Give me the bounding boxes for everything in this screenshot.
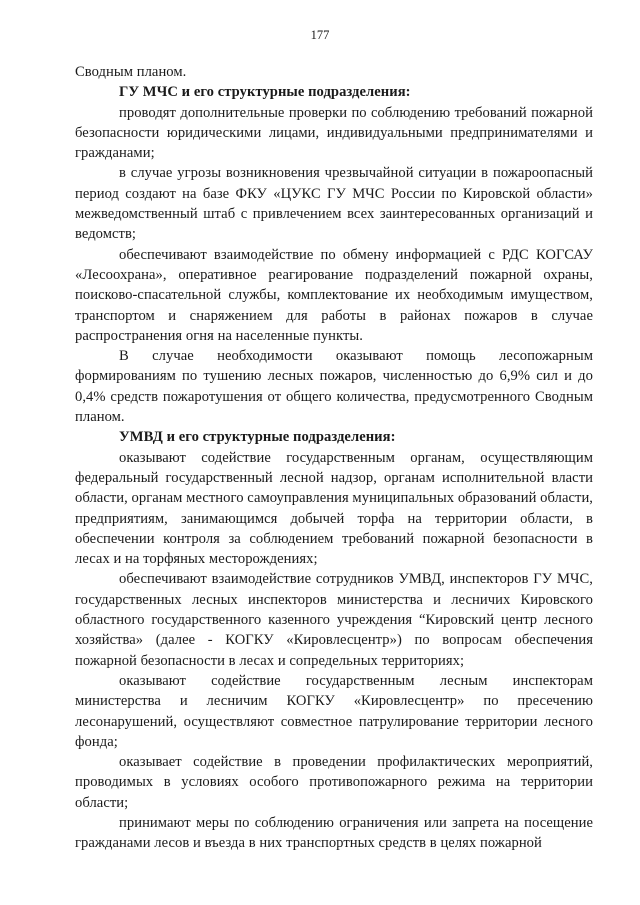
document-body <box>75 62 593 854</box>
paragraph: оказывают содействие государственным лесным инспекторам министерства и лесничим КОГКУ «Кировлесцентр» по пресечению лесонарушений, осуществляют совместное патрулирование территории лесного фонда; <box>75 672 593 750</box>
page-number: 177 <box>310 28 330 42</box>
paragraph: проводят дополнительные проверки по соблюдению требований пожарной безопасности юридическими лицами, индивидуальными предпринимателями и гражданами; <box>75 104 593 162</box>
paragraph: принимают меры по соблюдению ограничения или запрета на посещение гражданами лесов и въезда в них транспортных средств в целях пожарной <box>75 814 593 852</box>
paragraph: в случае угрозы возникновения чрезвычайной ситуации в пожароопасный период создают на базе ФКУ «ЦУКС ГУ МЧС России по Кировской области» межведомственный штаб с привлечением всех заинтересованных организаций и ведомств; <box>75 165 593 243</box>
section-heading-umvd: УМВД и его структурные подразделения: <box>119 429 396 446</box>
paragraph: В случае необходимости оказывают помощь лесопожарным формированиям по тушению лесных пожаров, численностью до 6,9% сил и до 0,4% средств пожаротушения от общего количества, предусмотренного Сводным планом. <box>75 348 593 426</box>
paragraph: оказывает содействие в проведении профилактических мероприятий, проводимых в условиях особого противопожарного режима на территории области; <box>75 754 593 811</box>
section-heading-gu-mchs: ГУ МЧС и его структурные подразделения: <box>119 84 411 101</box>
paragraph: обеспечивают взаимодействие сотрудников УМВД, инспекторов ГУ МЧС, государственных лесных инспекторов министерства и лесничих Кировского областного государственного казенного учреждения “Кировский центр лесного хозяйства» (далее - КОГКУ «Кировлесцентр») по вопросам обеспечения пожарной безопасности в лесах и сопредельных территориях; <box>75 571 593 669</box>
paragraph-continuation: Сводным планом. <box>75 64 187 80</box>
paragraph: оказывают содействие государственным органам, осуществляющим федеральный государственный лесной надзор, органам исполнительной власти области, органам местного самоуправления муниципальных образований области, предприятиям, занимающимся добычей торфа на территории области, в обеспечении контроля за соблюдением требований пожарной безопасности в лесах и на торфяных месторождениях; <box>75 449 593 568</box>
paragraph: обеспечивают взаимодействие по обмену информацией с РДС КОГСАУ «Лесоохрана», оперативное реагирование подразделений пожарной охраны, поисково-спасательной службы, комплектование их необходимым имуществом, транспортом и снаряжением для работы в районах пожаров в случае распространения огня на населенные пункты. <box>75 246 593 344</box>
